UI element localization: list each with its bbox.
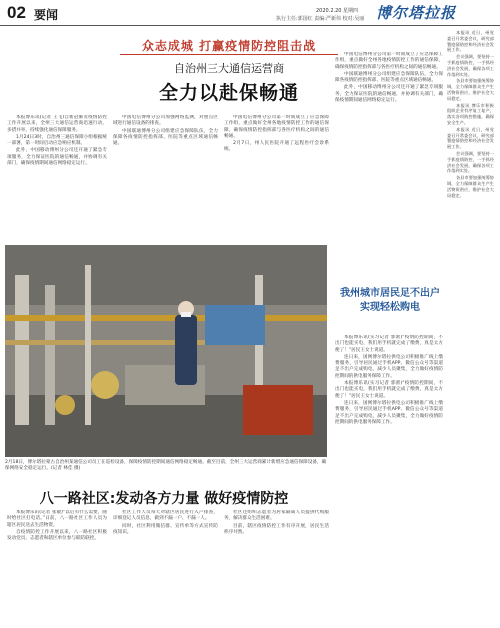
sidebar-item: 本报讯 博乐市积极组织企业有序复工复产，落实各项防控措施，确保安全生产。 xyxy=(447,102,494,125)
page-number: 02 xyxy=(7,3,26,22)
sidebar-item: 会议强调，要坚持一手抓疫情防控，一手抓经济社会发展，确保各项工作落到实处。 xyxy=(447,54,494,77)
paragraph: 中国电信博州分公司第一时间成立了应急保障工作组，重点做好全州各地疫情防控工作的通信保障，确保疫情防控指挥部与各医疗机构之间的通信畅通。 xyxy=(335,52,443,70)
paragraph: 同时，社区利用微信群、宣传单等方式宣传防疫知识。 xyxy=(113,523,218,535)
paragraph: 2月7日，州人民医院开通了远程医疗会诊系统。 xyxy=(224,141,329,153)
paragraph: 本报博乐讯(实习记者 郭蕾)“疫情防控期间，不出门也能买电，我们用手机就完成了缴费，真是太方便了！”居民王女士说道。 xyxy=(335,335,443,353)
news-photo xyxy=(5,245,327,457)
sidebar-item: 本报讯 近日，州党委召开常委会议，研究部署疫情防控和经济社会发展工作。 xyxy=(447,126,494,150)
lead-headline: 全力以赴保畅通 xyxy=(158,82,299,104)
issue-date: 2020.2.20 星期四 xyxy=(316,8,359,14)
sidebar-item: 各县市要加强统筹协调，全力保障群众生产生活物资供应，维护社会大局稳定。 xyxy=(447,78,494,101)
lead-column-3 xyxy=(224,115,329,243)
paragraph: 社区工作人员每天对辖区居民进行入户排查，详细登记人员信息，做到不漏一户、不漏一人。 xyxy=(113,510,218,522)
right-story-body xyxy=(335,335,443,620)
section-name: 要闻 xyxy=(34,8,59,22)
right-story-title: 我州城市居民足不出户实现轻松购电 xyxy=(340,288,440,313)
paragraph: 中国联通博州分公司组建应急保障队伍，全力保障各疫情防控指挥部、医院等重点区域通信畅通。 xyxy=(113,128,218,147)
sec2-column-3 xyxy=(224,510,329,622)
paragraph: 中国电信博州分公司第一时间成立了应急保障工作组，重点做好全州各地疫情防控工作的通信保障，确保疫情防控指挥部与各医疗机构之间的通信畅通。 xyxy=(224,115,329,139)
lead-subhead: 自治州三大通信运营商 xyxy=(174,62,284,75)
photo-caption: 2月18日，博尔塔拉蒙古自治州某通信公司员工在巡检设备，保障疫情防控期间通信网络稳定畅通。截至目前，全州三大运营商累计新增应急通信保障设备，确保网络安全稳定运行。(记者 林佳 摄) xyxy=(5,460,327,472)
paragraph: 本报博乐讯(记者 张敏)“以后有什么需要，随时给社区打电话。”日前，八一路社区工作人员为辖区居民送去生活物资。 xyxy=(7,510,107,528)
paragraph: 社区还组织志愿者为居家隔离人员提供代购服务，解决群众生活困难。 xyxy=(224,510,329,522)
lead-column-1 xyxy=(7,115,107,243)
paragraph: 连日来，国网博尔塔拉供电公司积极推广线上缴费服务，引导居民通过手机APP、微信公众号等渠道足不出户完成购电，减少人员聚集，全力做好疫情防控期间的供电服务保障工作。 xyxy=(335,354,443,379)
sec2-headline: 八一路社区:发动各方力量 做好疫情防控 xyxy=(39,491,289,507)
paragraph: 中国电信博州分公司加强网络监测，对重点区域进行通信设备的排查。 xyxy=(113,115,218,127)
kicker-rule xyxy=(120,54,338,55)
lead-kicker: 众志成城 打赢疫情防控阻击战 xyxy=(141,39,317,53)
sidebar-news xyxy=(447,30,494,620)
header-rule xyxy=(0,25,500,26)
sidebar-item: 本报讯 近日，州党委召开常委会议，研究部署疫情防控和经济社会发展工作。 xyxy=(447,30,494,53)
paragraph: 1月24日3时，自治州三通信保障小组根据统一部署，第一时间启动应急响应机制。 xyxy=(7,134,107,147)
lead-column-4 xyxy=(335,52,443,242)
paragraph: 此外，中国移动博州分公司还开通了紧急专项服务，全力保证医院的通信畅通，并协调有关部门，确保疫情期间通信网络稳定运行。 xyxy=(335,85,443,104)
sec2-column-2 xyxy=(113,510,218,622)
editor-line: 执行主任:郭国红 责编:严新伟 校对:吴丽 xyxy=(276,16,365,22)
paragraph: 本报博乐讯(实习记者 郭蕾)“疫情防控期间，不出门也能买电，我们用手机就完成了缴费，真是太方便了！”居民王女士说道。 xyxy=(335,381,443,399)
sidebar-item: 会议强调，要坚持一手抓疫情防控，一手抓经济社会发展，确保各项工作落到实处。 xyxy=(447,150,494,174)
sidebar-item: 各县市要加强统筹协调，全力保障群众生产生活物资供应，维护社会大局稳定。 xyxy=(447,175,494,198)
paragraph: 连日来，国网博尔塔拉供电公司积极推广线上缴费服务，引导居民通过手机APP、微信公众号等渠道足不出户完成购电，减少人员聚集，全力做好疫情防控期间的供电服务保障工作。 xyxy=(335,400,443,425)
lead-column-2 xyxy=(113,115,218,243)
paragraph: 自疫情防控工作开展以来，八一路社区积极发动党员、志愿者和辖区单位参与联防联控。 xyxy=(7,529,107,542)
paragraph: 本报博乐讯(记者 王飞)自新冠肺炎疫情防控工作开展以来，全州三大通信运营商迅速行动，多措并举，持续强化通信保障服务。 xyxy=(7,115,107,133)
sec2-column-1 xyxy=(7,510,107,622)
industrial-scene-illustration xyxy=(5,245,327,457)
paragraph: 此外，中国移动博州分公司还开通了紧急专项服务，全力保证医院的通信畅通，并协调有关部门，确保疫情期间通信网络稳定运行。 xyxy=(7,148,107,167)
paragraph: 中国联通博州分公司组建应急保障队伍，全力保障各疫情防控指挥部、医院等重点区域通信畅通。 xyxy=(335,71,443,84)
paper-logo: 博尔塔拉报 xyxy=(376,4,457,22)
page-header xyxy=(0,0,500,28)
paragraph: 目前，辖区疫情防控工作有序开展，居民生活秩序井然。 xyxy=(224,523,329,535)
